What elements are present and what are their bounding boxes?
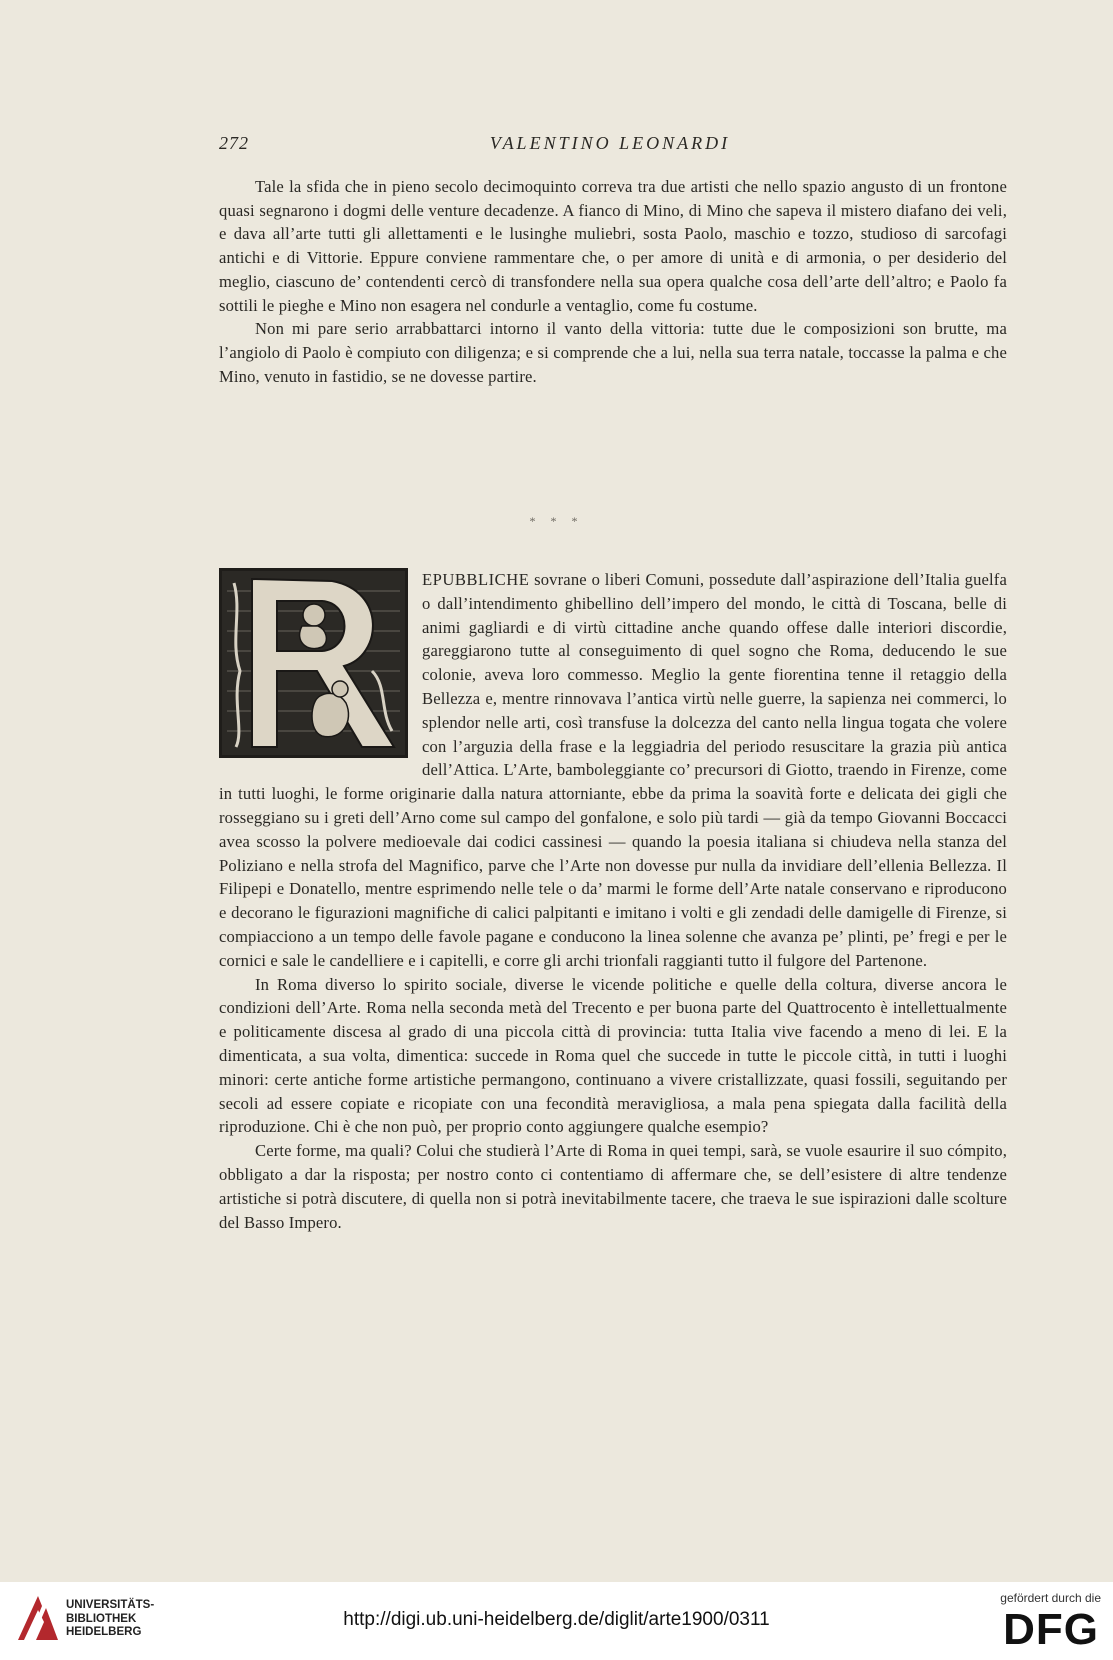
paragraph: Certe forme, ma quali? Colui che studierà l’Arte di Roma in quei tempi, sarà, se vuole esaurire il suo cómpito, obbligato a dar la risposta; per nostro conto ci contentiamo di affermare che, se dell’esistere di altre tendenze artistiche si potrà discutere, di quella non si potrà inevitabilmente tacere, che traeva le sue ispirazioni dalle scolture del Basso Impero. — [219, 1141, 1007, 1232]
library-name: UNIVERSITÄTS- BIBLIOTHEK HEIDELBERG — [66, 1599, 155, 1638]
running-head: VALENTINO LEONARDI — [489, 133, 731, 153]
permalink-url[interactable]: http://digi.ub.uni-heidelberg.de/diglit/arte1900/0311 — [343, 1609, 770, 1630]
paragraph: In Roma diverso lo spirito sociale, diverse le vicende politiche e quelle della coltura, diverse ancora le condizioni dell’Arte. Roma nella seconda metà del Trecento e per buona parte del Quattrocento è intellettualmente e politicamente discesa al grado di una piccola città di provincia: tutta Italia vive facendo a meno di lei. E la dimenticata, a sua volta, dimentica: succede in Roma quel che succede in tutte le piccole città, in tutti i luoghi minori: certe antiche forme artistiche permangono, continuano a vivere cristallizzate, quasi fossili, seguitando per secoli ad essere copiate e ricopiate con una fecondità meravigliosa, a mala pena spiegata dalla facilità della riproduzione. Chi è che non può, per proprio conto aggiungere qualche esempio? — [219, 974, 1007, 1137]
woodcut-illustration — [222, 571, 405, 755]
section-separator: * * * — [529, 514, 584, 528]
section-text — [219, 568, 1007, 1234]
paragraph: Tale la sfida che in pieno secolo decimoquinto correva tra due artisti che nello spazio angusto di un frontone quasi segnarono i dogmi delle venture decadenze. A fianco di Mino, di Mino che sapeva il mistero diafano dei veli, e dava all’arte tutti gli allettamenti e le lusinghe muliebri, sosta Paolo, maschio e tozzo, studioso di sarcofagi antichi e di Vittorie. Eppure conviene rammentare che, o per amore di unità e di armonia, o per desiderio del meglio, ciascuno de’ contendenti cercò di transfondere nella sua opera qualche cosa dell’arte dell’altro; e Paolo fa sottili le pieghe e Mino non esagera nel condurle a ventaglio, come fu costume. — [219, 177, 1007, 315]
viewer-footer — [0, 1582, 1113, 1660]
dfg-logo: DFG — [1003, 1605, 1099, 1654]
paragraph-body: sovrane o liberi Comuni, possedute dall’aspirazione dell’Italia guelfa o dall’intendimento ghibellino dell’impero del mondo, le città di Toscana, belle di animi gagliardi e di virtù cittadine anche quando offese dalle interiori discordie, gareggiarono tutte al conseguimento di quel sogno che Roma, deducendo le sue colonie, aveva loro commesso. Meglio la gente fiorentina tenne il retaggio della Bellezza e, mentre rinnovava l’antica virtù nelle guerre, la sapienza nei commerci, lo splendor nelle arti, così transfuse la dolcezza del canto nella lingua togata che volere con l’arguzia della frase e la leggiadria del periodo resuscitare la grazia più antica dell’Attica. L’Arte, bamboleggiante co’ precursori di Giotto, traendo in Firenze, come in tutti luoghi, le forme originarie dalla natura attorniante, ebbe da prima la soavità forte e delicata dei gigli che rosseggiano su i greti dell’Arno come sul campo del gonfalone, e solo più tardi — già da tempo Giovanni Boccacci avea scosso la polvere medioevale dai codici cassinesi — quando la poesia italiana si chiudeva nella stanza del Poliziano e nella strofa del Magnifico, parve che l’Arte non dovesse pur nulla da invidiare dell’ellenia Bellezza. Il Filipepi e Donatello, mentre esprimendo nelle tele o da’ marmi le forme dell’Arte natale conservano e riproducono e decorano le figurazioni magnifiche di calici palpitanti e imitano i volti e gli zendadi delle damigelle di Firenze, si compiacciono a un tempo delle favole pagane e conducono la linea solenne che avanza pe’ plinti, pe’ fregi e per le cornici e sale le candelliere e i capitelli, e corre gli archi trionfali raggianti tutto il fulgore del Partenone. — [219, 570, 1007, 970]
opening-text — [219, 175, 1007, 388]
funding-label: gefördert durch die — [1000, 1591, 1101, 1605]
page-number: 272 — [219, 133, 249, 153]
section-lead-word: EPUBBLICHE — [422, 570, 530, 589]
decorated-initial — [219, 568, 408, 758]
paragraph: Non mi pare serio arrabbattarci intorno il vanto della vittoria: tutte due le composizioni son brutte, ma l’angiolo di Paolo è compiuto con diligenza; e si comprende che a lui, nella sua terra natale, toccasse la palma e che Mino, venuto in fastidio, se ne dovesse partire. — [219, 319, 1007, 386]
page-header — [219, 133, 1001, 157]
